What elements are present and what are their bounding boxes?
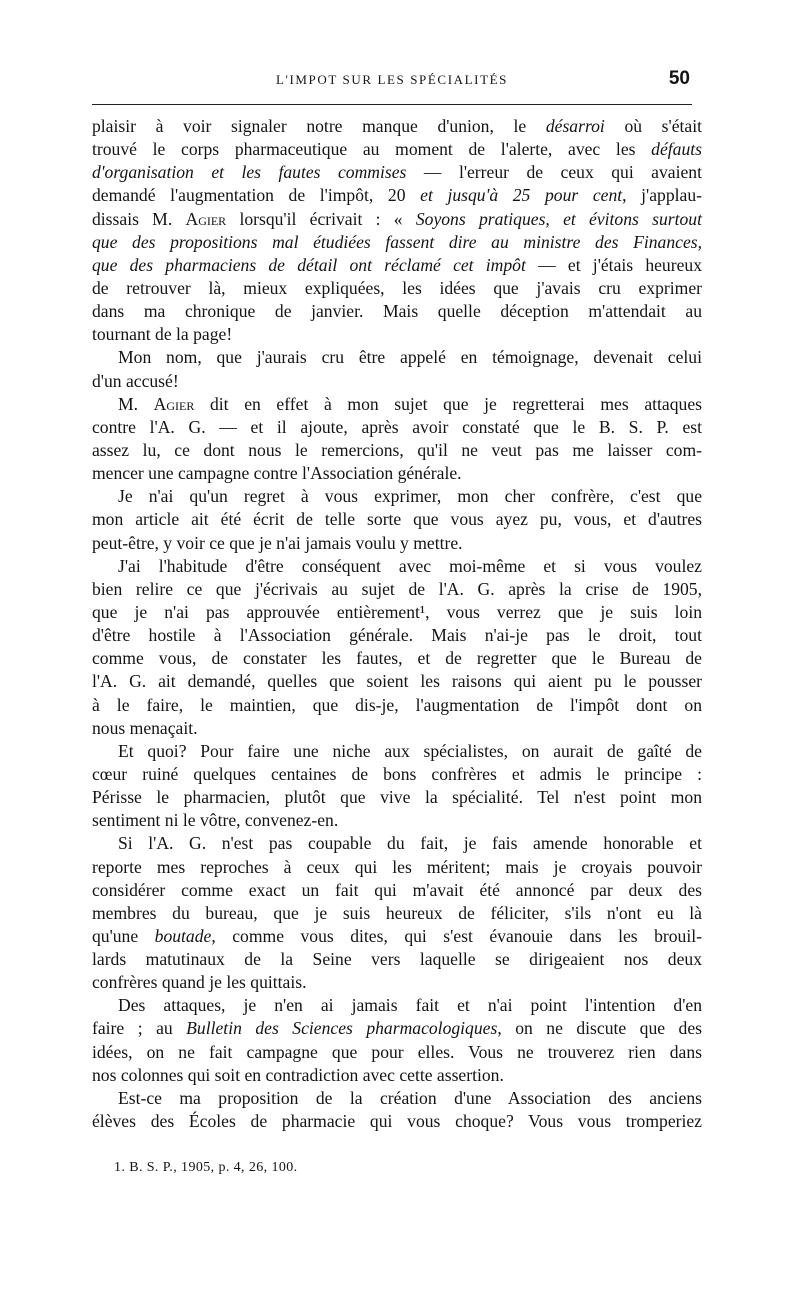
text-line: dans ma chronique de janvier. Mais quelle déception m'attendait au [92,301,702,322]
running-title: L'IMPOT SUR LES SPÉCIALITÉS [275,72,509,87]
text-line: élèves des Écoles de pharmacie qui vous choque? Vous vous tromperiez [92,1111,702,1132]
text-line: considérer comme exact un fait qui m'avait été annoncé par deux des [92,879,702,900]
text-line: Est-ce ma proposition de la création d'une Association des anciens [118,1087,702,1108]
text-line: Si l'A. G. n'est pas coupable du fait, je fais amende honorable et [118,833,702,854]
body-text [92,115,702,1133]
text-line: dissais M. Agier lorsqu'il écrivait : « Soyons pratiques, et évitons surtout [92,208,702,229]
text-line: d'être hostile à l'Association générale. Mais n'ai-je pas le droit, tout [92,625,702,646]
text-line: M. Agier dit en effet à mon sujet que je regretterai mes attaques [118,393,702,414]
text-line: reporte mes reproches à ceux qui les méritent; mais je croyais pouvoir [92,856,702,877]
text-line: comme vous, de constater les fautes, et de regretter que le Bureau de [92,648,702,669]
text-line: nous menaçait. [92,717,198,738]
text-line: faire ; au Bulletin des Sciences pharmacologiques, on ne discute que des [92,1018,703,1039]
text-line: Et quoi? Pour faire une niche aux spécialistes, on aurait de gaîté de [118,740,702,761]
text-line: d'organisation et les fautes commises — l'erreur de ceux qui avaient [92,162,702,183]
text-line: d'un accusé! [92,370,179,391]
text-line: que des propositions mal étudiées fassent dire au ministre des Finances, [92,231,702,252]
text-line: l'A. G. ait demandé, quelles que soient les raisons qui aient pu le pousser [92,671,702,692]
text-line: qu'une boutade, comme vous dites, qui s'est évanouie dans les brouil- [92,925,702,946]
text-line: mon article ait été écrit de telle sorte que vous ayez pu, vous, et d'autres [92,509,702,530]
text-line: cœur ruiné quelques centaines de bons confrères et admis le principe : [92,763,702,784]
text-line: plaisir à voir signaler notre manque d'union, le désarroi où s'était [92,116,702,136]
header-rule [92,104,692,105]
page-number: 50 [668,68,690,89]
text-line: J'ai l'habitude d'être conséquent avec moi-même et si vous voulez [118,555,702,576]
text-line: Périsse le pharmacien, plutôt que vive la spécialité. Tel n'est point mon [92,787,702,808]
text-line: sentiment ni le vôtre, convenez-en. [92,810,339,831]
text-line: confrères quand je les quittais. [92,972,307,993]
text-line: mencer une campagne contre l'Association générale. [92,463,462,484]
text-line: demandé l'augmentation de l'impôt, 20 et jusqu'à 25 pour cent, j'applau- [92,185,702,206]
text-line: lards matutinaux de la Seine vers laquelle se dirigeaient nos deux [92,949,702,970]
text-line: que des pharmaciens de détail ont réclamé cet impôt — et j'étais heureux [92,254,702,275]
text-line: trouvé le corps pharmaceutique au moment de l'alerte, avec les défauts [92,139,702,160]
text-line: tournant de la page! [92,324,233,345]
text-line: membres du bureau, que je suis heureux de féliciter, s'ils n'ont eu là [92,902,702,923]
text-line: bien relire ce que j'écrivais au sujet de l'A. G. après la crise de 1905, [92,578,702,599]
text-line: à le faire, le maintien, que dis-je, l'augmentation de l'impôt dont on [92,694,702,715]
text-line: peut-être, y voir ce que je n'ai jamais voulu y mettre. [92,532,463,553]
text-line: assez lu, ce dont nous le remercions, qu'il ne veut pas me laisser com- [92,439,702,460]
text-line: Mon nom, que j'aurais cru être appelé en témoignage, devenait celui [118,347,702,368]
footnote: 1. B. S. P., 1905, p. 4, 26, 100. [114,1160,298,1175]
text-line: nos colonnes qui soit en contradiction avec cette assertion. [92,1064,504,1085]
text-line: idées, on ne fait campagne que pour elles. Vous ne trouverez rien dans [92,1041,702,1062]
text-line: Je n'ai qu'un regret à vous exprimer, mon cher confrère, c'est que [118,486,702,507]
running-head [92,64,692,98]
text-line: que je n'ai pas approuvée entièrement¹, vous verrez que je suis loin [92,601,702,622]
text-line: Des attaques, je n'en ai jamais fait et n'ai point l'intention d'en [118,995,702,1016]
text-line: contre l'A. G. — et il ajoute, après avoir constaté que le B. S. P. est [92,416,702,437]
text-line: de retrouver là, mieux expliquées, les idées que j'avais cru exprimer [92,277,702,298]
